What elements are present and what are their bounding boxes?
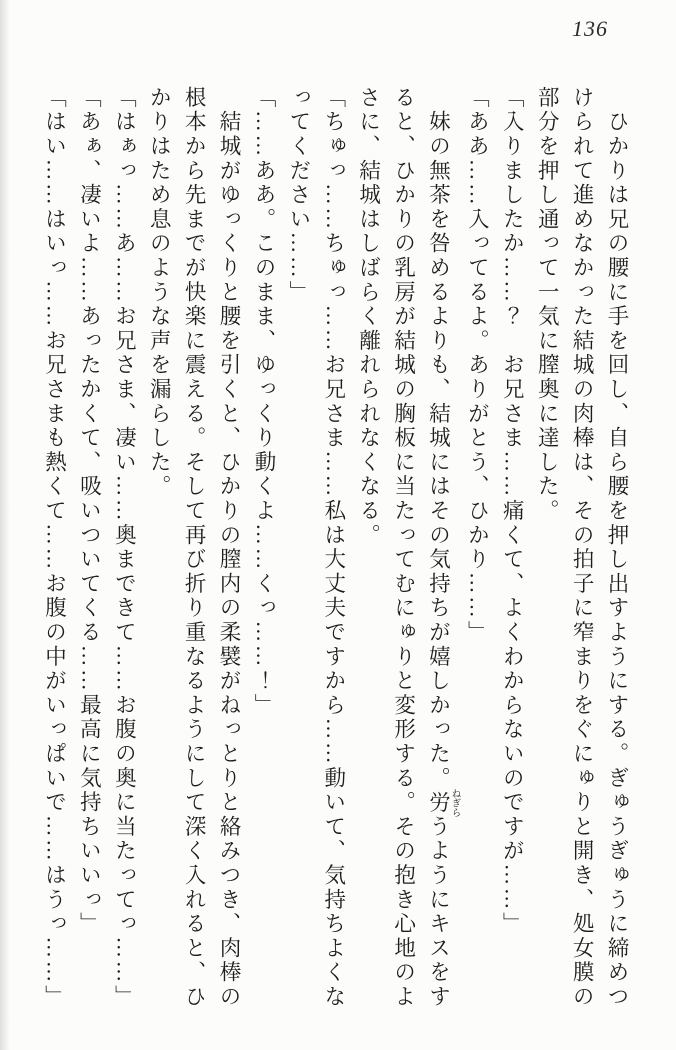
paragraph: 「ちゅっ……ちゅっ……お兄さま……私は大丈夫ですから……動いて、気持ちよくなってください……」 [286, 86, 346, 1010]
text-body [40, 86, 634, 1018]
ruby-annotated-word: 労 ねぎら [426, 788, 460, 818]
page-number: 136 [572, 16, 608, 41]
paragraph: 「……ああ。このまま、ゆっくり動くよ……くっ……！」 [251, 86, 276, 718]
paragraph: ひかりは兄の腰に手を回し、自ら腰を押し出すようにする。ぎゅうぎゅうに締めつけられて進めなかった結城の肉棒は、その拍子に窄まりをぐにゅりと開き、処女膜の部分を押し通って一気に膣奥に達した。 [535, 86, 629, 1010]
paragraph: 「入りましたか……？ お兄さま……痛くて、よくわからないのですが……」 [500, 86, 525, 937]
paragraph: 「はぁっ……あ……お兄さま、凄い……奥まできて……お腹の奥に当たってっ……」 [112, 86, 137, 1010]
page-edge-shadow [0, 0, 10, 1050]
paragraph: 「あぁ、凄いよ……あったかくて、吸いついてくる……最高に気持ちいいっ」 [77, 86, 102, 937]
paragraph: 「はい……はいっ……お兄さまも熱くて……お腹の中がいっぱいで……はうっ……」 [42, 86, 67, 1010]
paragraph: 妹の無茶を咎めるよりも、結城にはその気持ちが嬉しかった。労 ねぎらうようにキスをすると、ひかりの乳房が結城の胸板に当たってむにゅりと変形する。その抱き心地のよさに、結城はしばらく離れられなくなる。 [356, 86, 460, 1010]
paragraph: 「ああ……入ってるよ。ありがとう、ひかり……」 [465, 86, 490, 645]
paragraph: 結城がゆっくりと腰を引くと、ひかりの膣内の柔襞がねっとりと絡みつき、肉棒の根本から先までが快楽に震える。そして再び折り重なるようにして深く入れると、ひかりはため息のような声を漏らした。 [147, 86, 242, 1010]
